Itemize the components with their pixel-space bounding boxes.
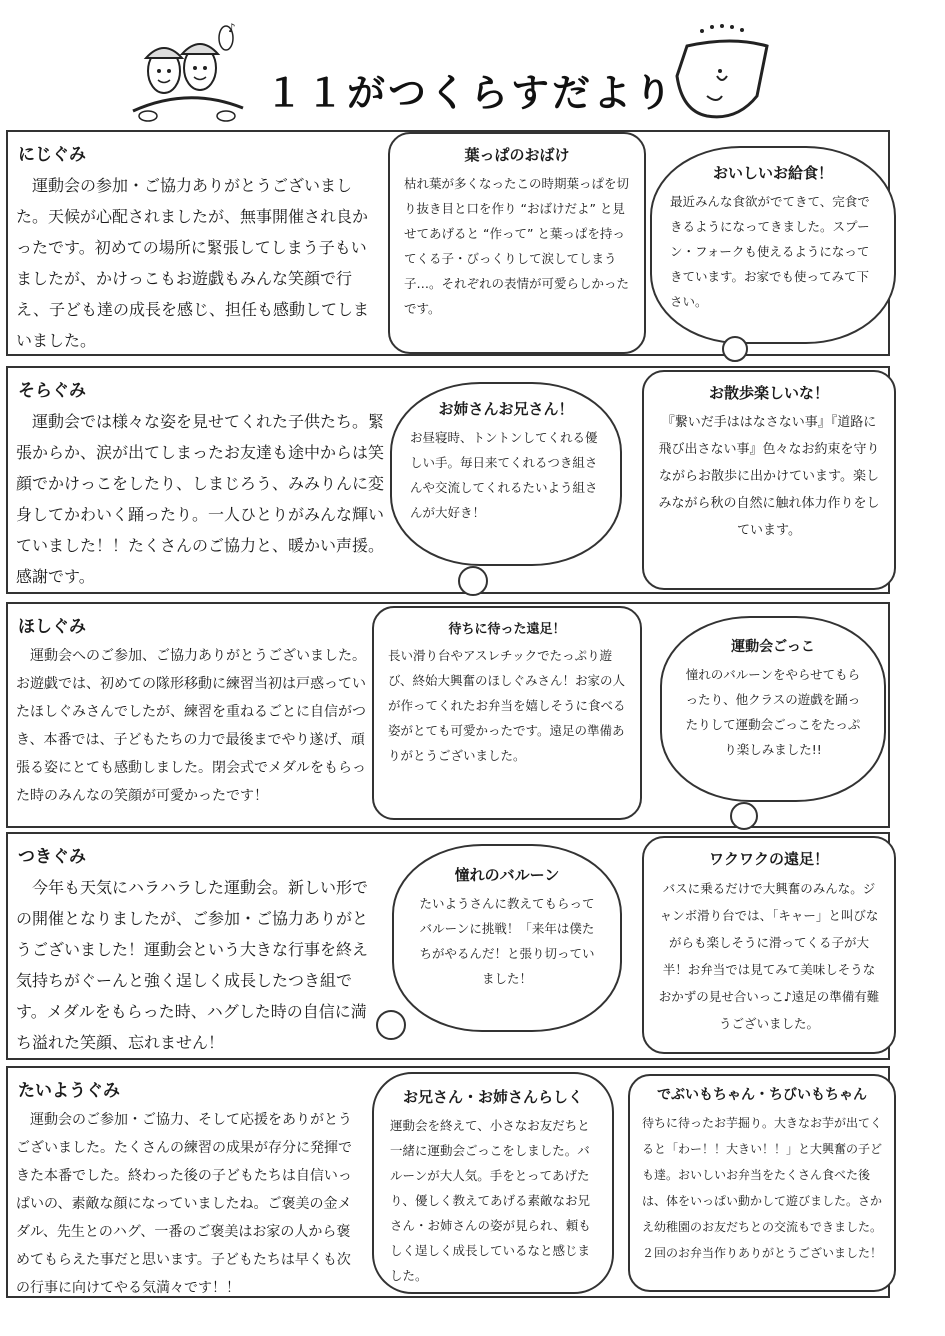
topic-title: お兄さん・お姉さんらしく (402, 1088, 583, 1106)
topic-title: 待ちに待った遠足！ (448, 622, 566, 637)
topic-title: お散歩楽しいな！ (708, 384, 829, 402)
class-report: 運動会の参加・ご協力ありがとうございました。天候が心配されましたが、無事開催され良かったです。初めての場所に緊張してしまう子もいましたが、かけっこもお遊戯もみんな笑顔で行え、子ども達の成長を感じ、担任も感動してしまいました。 (16, 176, 369, 350)
section-sora (6, 366, 890, 594)
class-report: 運動会のご参加・ご協力、そして応援をありがとうございました。たくさんの練習の成果が存分に発揮できた本番でした。終わった後の子どもたちは自信いっぱいの、素敵な顔になっていましたね。ご褒美の金メダル、先生とのハグ、一番のご褒美はお家の人から褒めてもらえた事だと思います。子どもたちは早くも次の行事に向けてやる気満々です！！ (16, 1112, 352, 1296)
topic-text: 長い滑り台やアスレチックでたっぷり遊び、終始大興奮のほしぐみさん！お家の人が作ってくれたお弁当を嬉しそうに食べる姿がとても可愛かったです。遠足の準備ありがとうございました。 (388, 648, 626, 763)
topic-text: 憧れのバルーンをやらせてもらったり、他クラスの遊戯を踊ったりして運動会ごっこをたっぷり楽しみました!! (685, 667, 861, 757)
topic-text: 枯れ葉が多くなったこの時期葉っぱを切り抜き目と口を作り “おばけだよ” と見せてあげると “作って” と葉っぱを持ってくる子・びっくりして涙してしまう子…。それぞれの表情が可愛らしかったです。 (404, 176, 630, 316)
header (0, 0, 945, 130)
class-name: たいようぐみ (18, 1081, 120, 1101)
topic-bubble (628, 1074, 896, 1292)
section-niji (6, 130, 890, 356)
topic-title: お姉さんお兄さん！ (438, 400, 574, 418)
topic-title: 葉っぱのおばけ (464, 146, 570, 164)
class-report: 今年も天気にハラハラした運動会。新しい形での開催となりましたが、ご参加・ご協力ありがとうございました！運動会という大きな行事を終え気持ちがぐーんと強く逞しく成長したつき組です。メダルをもらった時、ハグした時の自信に満ち溢れた笑顔、忘れません！ (16, 878, 369, 1052)
topic-bubble (642, 370, 896, 590)
topic-text: 運動会を終えて、小さなお友だちと一緒に運動会ごっこをしました。バルーンが大人気。手をとってあげたり、優しく教えてあげる素敵なお兄さん・お姉さんの姿が見られ、頼もしく逞しく成長しているなと感じました。 (390, 1118, 591, 1283)
topic-text: 『繋いだ手ははなさない事』『道路に飛び出さない事』色々なお約束を守りながらお散歩に出かけています。楽しみながら秋の自然に触れ体力作りをしています。 (658, 415, 880, 538)
class-report: 運動会へのご参加、ご協力ありがとうございました。お遊戯では、初めての隊形移動に練習当初は戸惑っていたほしぐみさんでしたが、練習を重ねるごとに自信がつき、本番では、子どもたちの力で最後までやり遂げ、頑張る姿にとても感動しました。閉会式でメダルをもらった時のみんなの笑顔が可愛かったです！ (16, 648, 366, 804)
class-name: ほしぐみ (18, 617, 86, 637)
thought-dot (730, 802, 758, 830)
topic-title: ワクワクの遠足！ (708, 850, 829, 868)
leaf-face-icon (662, 16, 782, 126)
thought-dot (376, 1010, 406, 1040)
topic-bubble (392, 844, 622, 1032)
topic-bubble (642, 836, 896, 1054)
acorn-couple-icon (128, 16, 248, 126)
section-taiyou (6, 1066, 890, 1298)
page-title: １１がつくらすだより (265, 71, 676, 115)
topic-bubble (388, 132, 646, 354)
topic-title: 運動会ごっこ (731, 639, 815, 655)
topic-text: 最近みんな食欲がでてきて、完食できるようになってきました。スプーン・フォークも使えるようになってきています。お家でも使ってみて下さい。 (670, 194, 870, 309)
thought-dot (458, 566, 488, 596)
section-tsuki (6, 832, 890, 1060)
topic-bubble (390, 382, 622, 566)
topic-bubble (372, 1072, 614, 1294)
class-name: そらぐみ (18, 381, 86, 401)
topic-bubble (650, 146, 896, 344)
topic-title: おいしいお給食！ (712, 164, 833, 182)
topic-text: 待ちに待ったお芋掘り。大きなお芋が出てくると「わー！！大きい！！」と大興奮の子ども達。おいしいお弁当をたくさん食べた後は、体をいっぱい動かして遊びました。さかえ幼稚園のお友だちとの交流もできました。２回のお弁当作りありがとうございました！ (642, 1116, 883, 1260)
topic-bubble (372, 606, 642, 820)
class-name: つきぐみ (18, 847, 86, 867)
topic-title: でぶいもちゃん・ちびいもちゃん (657, 1087, 867, 1103)
thought-dot (722, 336, 748, 362)
svg-text:♪: ♪ (228, 21, 236, 35)
topic-text: たいようさんに教えてもらってバルーンに挑戦！「来年は僕たちがやるんだ！と張り切っていました！ (419, 896, 595, 986)
topic-bubble (660, 616, 886, 802)
class-name: にじぐみ (18, 145, 86, 165)
section-hoshi (6, 602, 890, 828)
topic-title: 憧れのバルーン (454, 866, 560, 884)
topic-text: お昼寝時、トントンしてくれる優しい手。毎日来てくれるつき組さんや交流してくれるたいよう組さんが大好き！ (410, 430, 598, 520)
topic-text: バスに乗るだけで大興奮のみんな。ジャンボ滑り台では、「キャー」と叫びながらも楽しそうに滑ってくる子が大半！お弁当では見てみて美味しそうなおかずの見せ合いっこ♪遠足の準備有難うございました。 (658, 881, 880, 1031)
class-report: 運動会では様々な姿を見せてくれた子供たち。緊張からか、涙が出てしまったお友達も途中からは笑顔でかけっこをしたり、しまじろう、みみりんに変身してかわいく踊ったり。一人ひとりがみんな輝いていました！！たくさんのご協力と、暖かい声援。感謝です。 (16, 412, 385, 586)
